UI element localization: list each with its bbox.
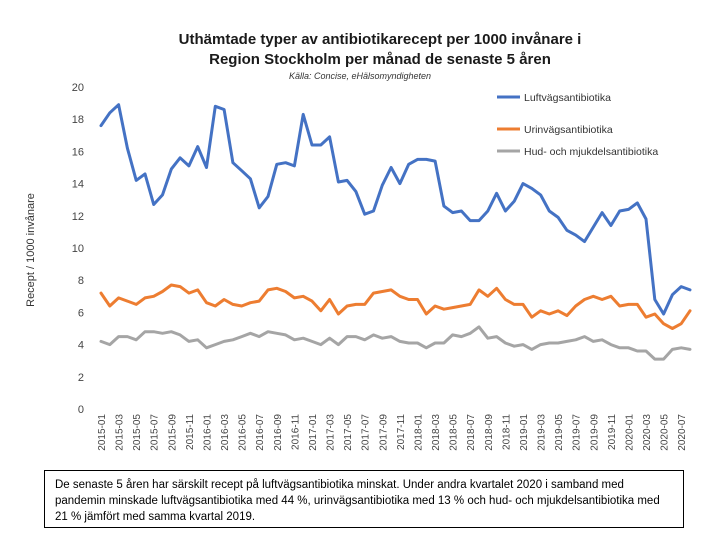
y-tick-label: 8: [77, 275, 84, 288]
x-tick-label: 2015-09: [167, 414, 179, 451]
x-tick-label: 2018-05: [448, 414, 460, 451]
chart-title-line-1: Uthämtade typer av antibiotikarecept per 1000 invånare i: [178, 31, 582, 48]
x-tick-label: 2017-01: [307, 414, 319, 451]
y-tick-label: 16: [71, 146, 84, 159]
x-tick-label: 2016-03: [220, 414, 232, 451]
x-tick-label: 2017-05: [343, 414, 355, 451]
x-tick-label: 2019-09: [589, 414, 601, 451]
x-tick-label: 2015-03: [114, 414, 126, 451]
x-tick-label: 2019-07: [571, 414, 583, 451]
x-tick-label: 2016-01: [202, 414, 214, 451]
x-tick-label: 2016-05: [237, 414, 249, 451]
y-tick-label: 0: [77, 404, 84, 416]
x-tick-label: 2017-03: [325, 414, 337, 451]
legend-label: Luftvägsantibiotika: [524, 92, 611, 104]
legend-label: Urinvägsantibiotika: [524, 124, 613, 136]
x-tick-label: 2015-01: [97, 414, 108, 451]
series-line-1: [101, 105, 690, 314]
y-tick-label: 14: [71, 178, 84, 191]
x-tick-label: 2015-07: [149, 414, 161, 451]
x-tick-label: 2017-11: [395, 414, 407, 450]
x-tick-label: 2018-11: [501, 414, 513, 450]
y-tick-label: 20: [71, 82, 84, 94]
y-tick-label: 18: [71, 114, 84, 127]
summary-note: De senaste 5 åren har särskilt recept på luftvägsantibiotika minskat. Under andra kvartalet 2020 i samband med pandemin minskade luftvägsantibiotika med 44 %, urinvägsantibiotika med 13 % och hud- och mjukdelsantibiotika med 21 % jämfört med samma kvartal 2019.: [44, 470, 684, 528]
x-tick-label: 2018-09: [483, 414, 495, 451]
x-tick-label: 2015-11: [184, 414, 196, 450]
series-line-3: [101, 327, 690, 359]
x-tick-label: 2020-01: [624, 414, 636, 451]
chart-source: Källa: Concise, eHälsomyndigheten: [288, 71, 432, 81]
x-tick-label: 2019-03: [536, 414, 548, 451]
x-tick-label: 2016-11: [290, 414, 302, 450]
x-tick-label: 2017-09: [378, 414, 390, 451]
x-tick-label: 2020-05: [659, 414, 671, 451]
legend: [497, 92, 658, 158]
y-axis-ticks: [72, 82, 84, 416]
x-tick-label: 2020-03: [642, 414, 654, 451]
y-axis-label: Recept / 1000 invånare: [25, 193, 37, 307]
x-tick-label: 2015-05: [132, 414, 144, 451]
x-tick-label: 2018-07: [466, 414, 478, 451]
series-lines: [101, 105, 690, 359]
y-tick-label: 6: [77, 307, 84, 320]
x-tick-label: 2016-07: [255, 414, 267, 451]
y-tick-label: 4: [77, 339, 84, 352]
legend-label: Hud- och mjukdelsantibiotika: [524, 146, 659, 158]
x-axis-ticks: [97, 414, 688, 451]
y-tick-label: 2: [77, 371, 84, 384]
x-tick-label: 2017-07: [360, 414, 372, 451]
x-tick-label: 2018-01: [413, 414, 425, 451]
x-tick-label: 2016-09: [272, 414, 284, 451]
x-tick-label: 2020-07: [677, 414, 689, 451]
series-line-2: [101, 285, 690, 329]
x-tick-label: 2019-01: [518, 414, 530, 451]
chart-title-line-2: Region Stockholm per månad de senaste 5 åren: [209, 51, 551, 68]
x-tick-label: 2019-11: [606, 414, 618, 450]
y-tick-label: 12: [71, 210, 84, 223]
y-tick-label: 10: [71, 243, 84, 255]
x-tick-label: 2018-03: [431, 414, 443, 451]
x-tick-label: 2019-05: [554, 414, 566, 451]
